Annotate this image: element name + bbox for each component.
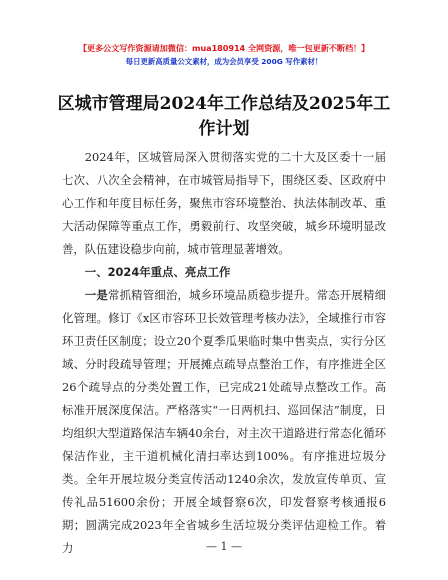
document-body [62,146,386,560]
promo-banner-line-2: 每日更新高质量公文素材，成为会员享受 200G 写作素材！ [125,57,323,66]
section-heading: 一、2024年重点、亮点工作 [84,265,231,279]
paragraph-text: 常抓精管细治，城乡环境品质稳步提升。常态开展精细化管理。修订《x区市容环卫长效管理考核办法》，全域推行市容环卫责任区制度；设立20个夏季瓜果临时集中售卖点，实行分区域、分时段疏导管理；开展摊点疏导点整治工作，有序推进全区26个疏导点的分类处置工作，已完成21处疏导点整改工作。高标准开展深度保洁。严格落实“一日两机扫、巡回保洁”制度，日均组织大型道路保洁车辆40余台，对主次干道路进行常态化循环保洁作业，主干道机械化清扫率达到100%。有序推进垃圾分类。全年开展垃圾分类宣传活动1240余次，发放宣传单页、宣传礼品51600余份；开展全域督察6次，印发督察考核通报6期；圆满完成2023年全省城乡生活垃圾分类评估迎检工作。着力 [62,288,386,555]
promo-banner-line-1: 【更多公文写作资源请加微信：mua180914 全网资源，唯一包更新不断档！】 [78,43,370,53]
body-paragraph [62,284,386,560]
page-number: — 1 — [206,540,242,553]
document-title: 区城市管理局2024年工作总结及2025年工作计划 [57,94,391,139]
intro-paragraph: 2024年，区城管局深入贯彻落实党的二十大及区委十一届七次、八次全会精神，在市城管局指导下，围绕区委、区政府中心工作和年度目标任务，聚焦市容环境整治、执法体制改革、重大活动保障等重点工作，勇毅前行、攻坚突破，城乡环境明显改善，队伍建设稳步向前，城市管理显著增效。 [62,150,386,256]
paragraph-lead: 一是 [84,288,108,302]
